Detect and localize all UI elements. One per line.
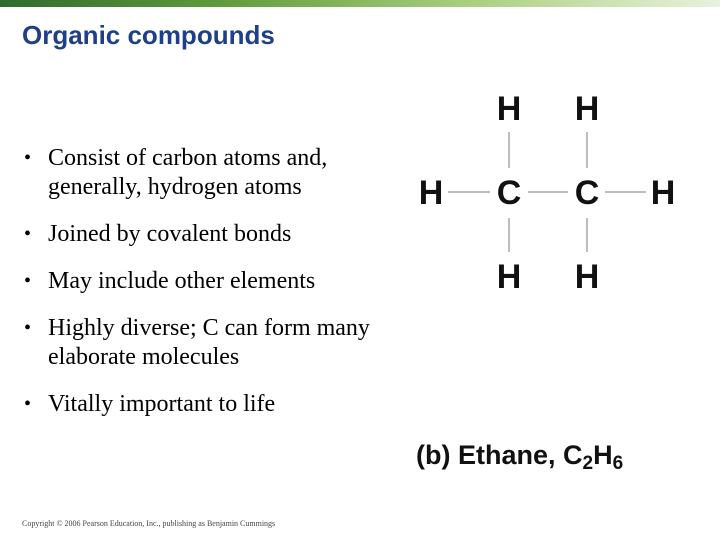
bullet-item (22, 390, 412, 419)
atom-h-bottom-left: H (496, 258, 522, 296)
atom-h-left: H (418, 174, 444, 212)
bullet-item (22, 314, 412, 372)
bullet-text: Joined by covalent bonds (48, 221, 292, 247)
atom-h-top-right: H (574, 90, 600, 128)
bullet-text: Highly diverse; C can form many elaborate molecules (48, 315, 370, 370)
caption-subscript: 2 (582, 453, 594, 474)
bullet-item (22, 144, 412, 202)
bullet-text: May include other elements (48, 268, 316, 294)
slide-title: Organic compounds (22, 20, 275, 50)
copyright-footer: Copyright © 2006 Pearson Education, Inc., publishing as Benjamin Cummings (22, 519, 276, 528)
atom-h-bottom-right: H (574, 258, 600, 296)
bullet-item (22, 220, 412, 249)
caption-text: H (593, 440, 613, 470)
bullet-dot: • (24, 393, 32, 415)
bullet-item (22, 267, 412, 296)
bullet-text: Consist of carbon atoms and, generally, hydrogen atoms (48, 145, 328, 200)
caption-text: (b) Ethane, C (416, 440, 583, 470)
bullet-dot: • (24, 223, 32, 245)
atom-c-left: C (496, 174, 522, 212)
bullet-text: Vitally important to life (48, 391, 276, 417)
atom-c-right: C (574, 174, 600, 212)
figure-caption (416, 440, 623, 475)
bullet-dot: • (24, 147, 32, 169)
ethane-structure-diagram (410, 80, 700, 310)
atom-h-right: H (650, 174, 676, 212)
bullet-dot: • (24, 270, 32, 292)
bullet-list (22, 144, 412, 437)
top-accent-bar (0, 0, 720, 7)
atom-h-top-left: H (496, 90, 522, 128)
bullet-dot: • (24, 317, 32, 339)
caption-subscript: 6 (612, 453, 624, 474)
